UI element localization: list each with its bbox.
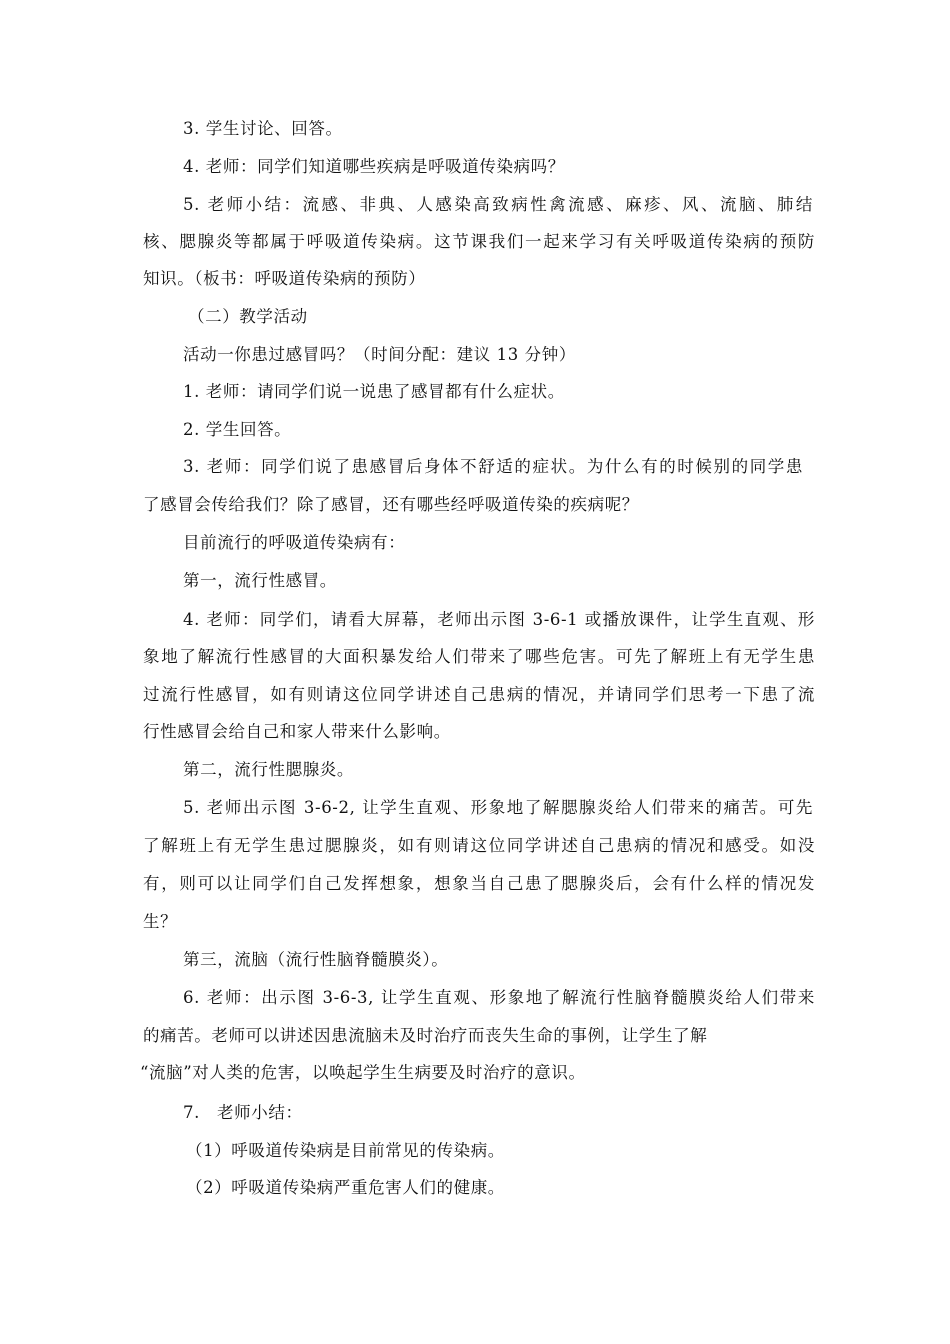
summary-item: （1）呼吸道传染病是目前常见的传染病。	[186, 1141, 505, 1160]
paragraph-line: 了感冒会传给我们？除了感冒，还有哪些经呼吸道传染的疾病呢？	[143, 495, 639, 514]
paragraph-line: 行性感冒会给自己和家人带来什么影响。	[143, 722, 451, 741]
paragraph-line: 第三，流脑（流行性脑脊髓膜炎）。	[183, 950, 449, 969]
section-heading: （二）教学活动	[188, 307, 308, 326]
paragraph-line: 象地了解流行性感冒的大面积暴发给人们带来了哪些危害。可先了解班上有无学生患	[143, 647, 815, 666]
paragraph-line: “流脑”对人类的危害，以唤起学生生病要及时治疗的意识。	[140, 1063, 586, 1082]
paragraph-line: 5. 老师小结：流感、非典、人感染高致病性禽流感、麻疹、风、流脑、肺结	[183, 195, 813, 214]
summary-heading: 7. 老师小结：	[183, 1103, 303, 1122]
paragraph-line: 的痛苦。老师可以讲述因患流脑未及时治疗而丧失生命的事例，让学生了解	[143, 1026, 708, 1045]
paragraph-line: 第二，流行性腮腺炎。	[183, 760, 354, 779]
paragraph-line: 过流行性感冒，如有则请这位同学讲述自己患病的情况，并请同学们思考一下患了流	[143, 685, 815, 704]
paragraph-line: 知识。（板书：呼吸道传染病的预防）	[143, 269, 426, 288]
summary-item: （2）呼吸道传染病严重危害人们的健康。	[186, 1178, 505, 1197]
paragraph-line: 4. 老师：同学们，请看大屏幕，老师出示图 3-6-1 或播放课件，让学生直观、形	[183, 610, 815, 629]
paragraph-line: 4. 老师：同学们知道哪些疾病是呼吸道传染病吗？	[183, 157, 565, 176]
paragraph-line: 2. 学生回答。	[183, 420, 292, 439]
paragraph-line: 3. 老师：同学们说了患感冒后身体不舒适的症状。为什么有的时候别的同学患	[183, 457, 803, 476]
paragraph-line: 1. 老师：请同学们说一说患了感冒都有什么症状。	[183, 382, 565, 401]
activity-heading: 活动一你患过感冒吗？（时间分配：建议 13 分钟）	[183, 345, 576, 364]
paragraph-line: 生？	[143, 912, 178, 931]
paragraph-line: 目前流行的呼吸道传染病有：	[183, 533, 406, 552]
paragraph-line: 核、腮腺炎等都属于呼吸道传染病。这节课我们一起来学习有关呼吸道传染病的预防	[143, 232, 815, 251]
paragraph-line: 5. 老师出示图 3-6-2, 让学生直观、形象地了解腮腺炎给人们带来的痛苦。可先	[183, 798, 813, 817]
paragraph-line: 有，则可以让同学们自己发挥想象，想象当自己患了腮腺炎后，会有什么样的情况发	[143, 874, 815, 893]
paragraph-line: 了解班上有无学生患过腮腺炎，如有则请这位同学讲述自己患病的情况和感受。如没	[143, 836, 815, 855]
paragraph-line: 第一，流行性感冒。	[183, 571, 337, 590]
paragraph-line: 3. 学生讨论、回答。	[183, 119, 343, 138]
paragraph-line: 6. 老师：出示图 3-6-3, 让学生直观、形象地了解流行性脑脊髓膜炎给人们带来	[183, 988, 815, 1007]
